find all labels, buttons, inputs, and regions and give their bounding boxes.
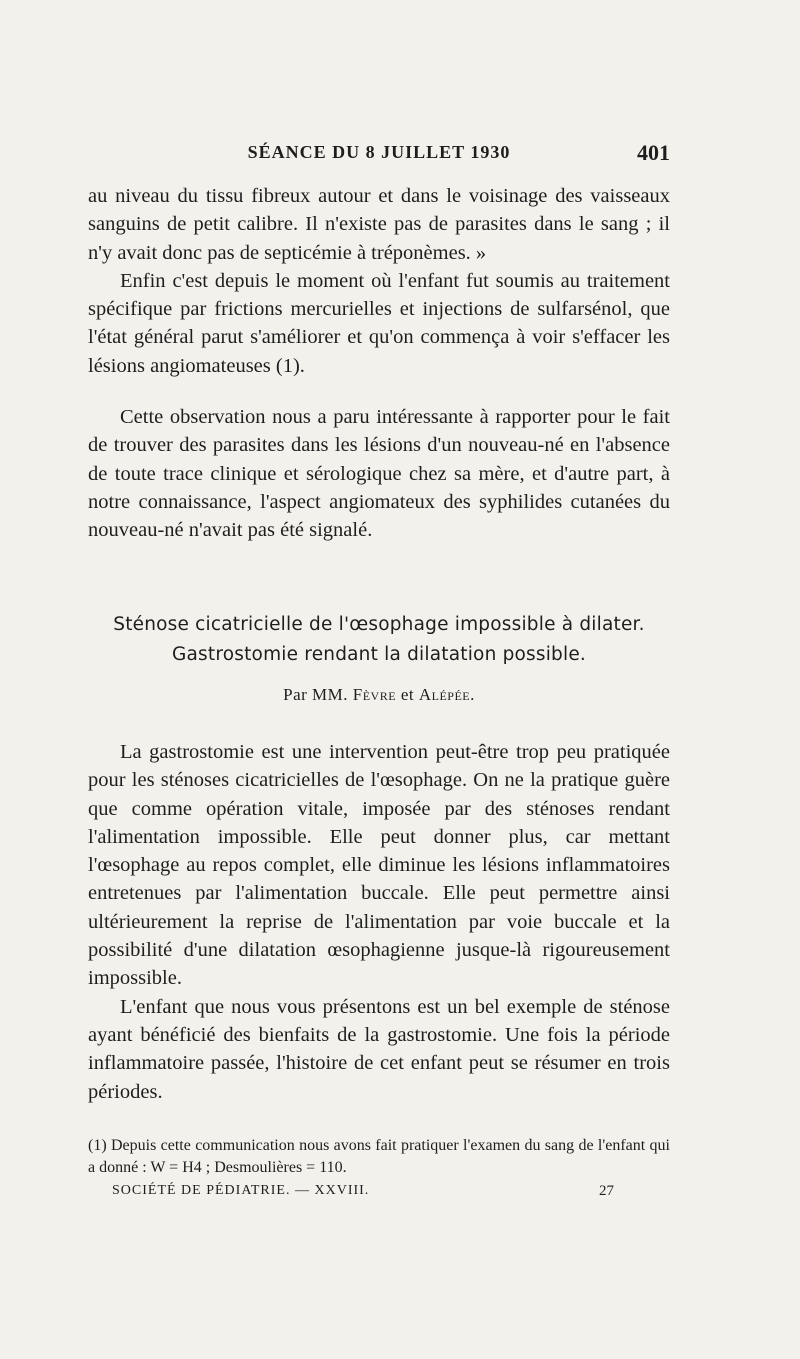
article-title-line-1: Sténose cicatricielle de l'œsophage impossible à dilater. xyxy=(113,614,645,635)
previous-article-continuation xyxy=(88,182,670,380)
conclusion-block xyxy=(88,403,670,544)
footer-journal: SOCIÉTÉ DE PÉDIATRIE. — XXVIII. xyxy=(112,1183,370,1198)
authors-and: et xyxy=(400,685,415,704)
running-title: SÉANCE DU 8 JUILLET 1930 xyxy=(247,142,511,162)
article-body xyxy=(88,738,670,1106)
body-paragraph-1: au niveau du tissu fibreux autour et dans le voisinage des vaisseaux sanguins de petit calibre. Il n'existe pas de parasites dans le sang ; il n'y avait donc pas de septicémie à tréponèmes. » xyxy=(88,185,670,264)
page-number: 401 xyxy=(637,140,670,165)
article-paragraph-1: La gastrostomie est une intervention peut-être trop peu pratiquée pour les sténoses cicatricielles de l'œsophage. On ne la pratique guère que comme opération vitale, imposée par des sténoses rendant l'alimentation impossible. Elle peut donner plus, car mettant l'œsophage au repos complet, elle diminue les lésions inflammatoires entretenues par l'alimentation buccale. Elle peut permettre ainsi ultérieurement la reprise de l'alimentation par voie buccale et la possibilité d'une dilatation œsophagienne jusque-là rigoureusement impossible. xyxy=(88,741,670,990)
author-1: Fèvre xyxy=(352,685,397,704)
authors-prefix: Par MM. xyxy=(283,685,349,704)
page-footer xyxy=(88,1183,670,1205)
author-2: Alépée. xyxy=(418,685,475,704)
footnote: (1) Depuis cette communication nous avons fait pratiquer l'examen du sang de l'enfant qui a donné : W = H4 ; Desmoulières = 110. xyxy=(88,1137,670,1176)
article-authors xyxy=(88,685,670,705)
article-paragraph-2: L'enfant que nous vous présentons est un bel exemple de sténose ayant bénéficié des bienfaits de la gastrostomie. Une fois la période inflammatoire passée, l'histoire de cet enfant peut se résumer en trois périodes. xyxy=(88,995,670,1103)
article-title-line-2: Gastrostomie rendant la dilatation possible. xyxy=(171,644,586,665)
page-header xyxy=(88,140,670,170)
body-paragraph-3: Cette observation nous a paru intéressante à rapporter pour le fait de trouver des parasites dans les lésions d'un nouveau-né en l'absence de toute trace clinique et sérologique chez sa mère, et d'autre part, à notre connaissance, l'aspect angiomateux des syphilides cutanées du nouveau-né n'avait pas été signalé. xyxy=(88,406,670,542)
footer-signature: 27 xyxy=(599,1183,614,1199)
article-title xyxy=(88,610,670,670)
body-paragraph-2: Enfin c'est depuis le moment où l'enfant fut soumis au traitement spécifique par frictions mercurielles et injections de sulfarsénol, que l'état général parut s'améliorer et qu'on commença à voir s'effacer les lésions angiomateuses (1). xyxy=(88,269,670,377)
